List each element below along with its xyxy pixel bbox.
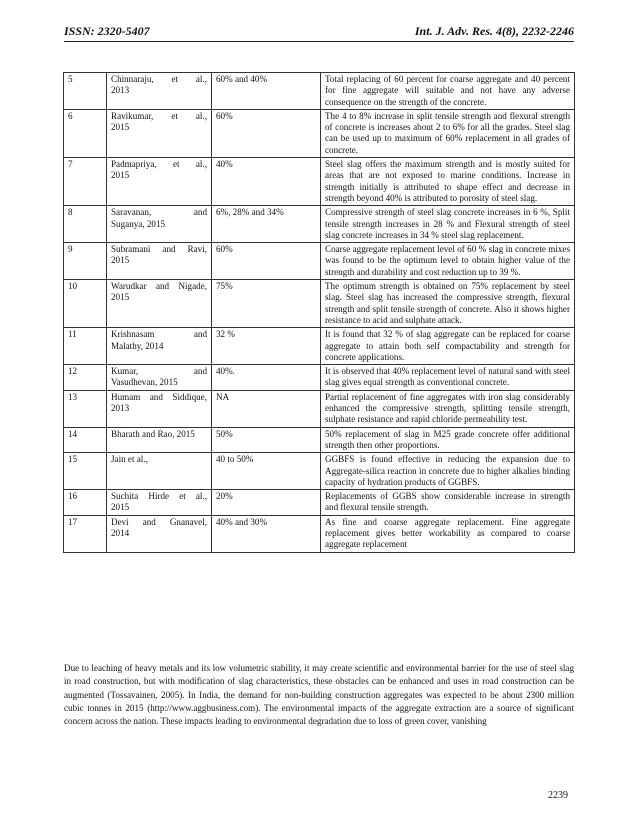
author-line-2: 2014 — [111, 527, 130, 538]
author-cell — [107, 73, 212, 110]
remarks-cell: As fine and coarse aggregate replacement. Fine aggregate replacement gives better workability as compared to coarse aggregate replacement — [321, 515, 575, 552]
author-cell — [107, 390, 212, 427]
remarks-cell: Coarse aggregate replacement level of 60 % slag in concrete mixes was found to be the optimum level to obtain higher value of the strength and durability and cost reduction up to 39 %. — [321, 243, 575, 280]
table-row — [64, 490, 575, 516]
table-row — [64, 427, 575, 453]
author-line-1: Chinnaraju, et al., — [111, 74, 207, 84]
remarks-cell: GGBFS is found effective in reducing the expansion due to Aggregate-silica reaction in concrete due to higher alkalies binding capacity of hydration products of GGBFS. — [321, 453, 575, 490]
row-number: 6 — [64, 109, 107, 157]
body-paragraph: Due to leaching of heavy metals and its low volumetric stability, it may create scientific and environmental barrier for the use of steel slag in road construction, but with modification of slag characteristics, these obstacles can be enhanced and uses in road construction can be augmented (Tossavainen, 2005). In India, the demand for non-building construction aggregates was expected to be about 2300 million cubic tonnes in 2015 (http://www.aggbusiness.com). The environmental impacts of the aggregate extraction are a source of significant concern across the nation. These impacts leading to environmental degradation due to loss of green cover, vanishing — [64, 663, 574, 727]
author-line-2: 2015 — [111, 292, 130, 303]
table-row — [64, 515, 575, 552]
author-cell — [107, 490, 212, 516]
author-line-1: Jain et al., — [111, 454, 148, 465]
author-line-2: Malathy, 2014 — [111, 340, 164, 351]
journal-citation: Int. J. Adv. Res. 4(8), 2232-2246 — [414, 24, 574, 38]
replacement-level: 50% — [212, 427, 321, 453]
row-number: 14 — [64, 427, 107, 453]
replacement-level: NA — [212, 390, 321, 427]
row-number: 11 — [64, 328, 107, 365]
replacement-level: 40%. — [212, 365, 321, 391]
author-cell — [107, 515, 212, 552]
remarks-cell: 50% replacement of slag in M25 grade concrete offer additional strength then other proportions. — [321, 427, 575, 453]
author-cell — [107, 328, 212, 365]
author-line-2: 2015 — [111, 170, 130, 181]
author-line-1: Suchita Hirde et al., — [111, 491, 207, 502]
row-number: 8 — [64, 206, 107, 243]
literature-table — [63, 72, 575, 553]
author-cell — [107, 109, 212, 157]
author-cell — [107, 365, 212, 391]
remarks-cell: Total replacing of 60 percent for coarse aggregate and 40 percent for fine aggregate will suitable and not have any adverse consequence on the strength of the concrete. — [321, 73, 575, 110]
table-row — [64, 206, 575, 243]
remarks-cell: Steel slag offers the maximum strength and is mostly suited for areas that are not exposed to marine conditions. Increase in strength initially is attributed to shape effect and decrease in strength beyond 40% is attributed to porosity of steel slag. — [321, 158, 575, 206]
author-line-2: 2015 — [111, 122, 130, 133]
author-line-1: Krishnasam and — [111, 329, 207, 340]
row-number: 9 — [64, 243, 107, 280]
remarks-cell: The 4 to 8% increase in split tensile strength and flexural strength of concrete is increases about 2 to 6% for all the grades. Steel slag can be used up to maximum of 60% replacement in all grades of concrete. — [321, 109, 575, 157]
author-cell — [107, 427, 212, 453]
table-row — [64, 73, 575, 110]
replacement-level: 32 % — [212, 328, 321, 365]
remarks-cell: The optimum strength is obtained on 75% replacement by steel slag. Steel slag has increased the compressive strength, flexural strength and split tensile strength of concrete. Also it shows higher resistance to acid and sulphate attack. — [321, 280, 575, 328]
running-header — [64, 23, 574, 42]
remarks-cell: Partial replacement of fine aggregates with iron slag considerably enhanced the compressive strength, splitting tensile strength, sulphate resistance and rapid chloride permeability test. — [321, 390, 575, 427]
remarks-cell: It is observed that 40% replacement level of natural sand with steel slag gives equal strength as conventional concrete. — [321, 365, 575, 391]
table-row — [64, 243, 575, 280]
author-cell — [107, 158, 212, 206]
row-number: 17 — [64, 515, 107, 552]
remarks-cell: Replacements of GGBS show considerable increase in strength and flexural tensile strength. — [321, 490, 575, 516]
author-cell — [107, 206, 212, 243]
author-line-1: Padmapriya, et al., — [111, 159, 207, 170]
issn-label: ISSN: 2320-5407 — [64, 24, 150, 38]
author-line-1: Saravanan, and — [111, 207, 207, 218]
remarks-cell: Compressive strength of steel slag concrete increases in 6 %, Split tensile strength increases in 28 % and Flexural strength of steel slag concrete increases in 34 % steel slag replacement. — [321, 206, 575, 243]
author-line-2: Vasudhevan, 2015 — [111, 377, 178, 388]
remarks-cell: It is found that 32 % of slag aggregate can be replaced for coarse aggregate to attain both self compactability and strength for concrete applications. — [321, 328, 575, 365]
table-row — [64, 365, 575, 391]
replacement-level: 60% — [212, 109, 321, 157]
author-cell — [107, 453, 212, 490]
author-line-1: Devi and Gnanavel, — [111, 516, 207, 527]
author-line-1: Warudkar and Nigade, — [111, 281, 207, 292]
author-line-1: Subramani and Ravi, — [111, 244, 207, 255]
row-number: 5 — [64, 73, 107, 110]
replacement-level: 40% and 30% — [212, 515, 321, 552]
row-number: 15 — [64, 453, 107, 490]
author-line-1: Bharath and Rao, 2015 — [111, 428, 195, 439]
table-row — [64, 390, 575, 427]
row-number: 13 — [64, 390, 107, 427]
replacement-level: 40% — [212, 158, 321, 206]
author-cell — [107, 280, 212, 328]
replacement-level: 60% — [212, 243, 321, 280]
replacement-level: 40 to 50% — [212, 453, 321, 490]
author-line-2: Suganya, 2015 — [111, 218, 166, 229]
author-line-1: Humam and Siddique, — [111, 391, 207, 402]
author-line-2: 2013 — [111, 403, 130, 414]
author-line-1: Kumar, and — [111, 366, 207, 377]
author-line-2: 2015 — [111, 502, 130, 513]
page-number: 2239 — [548, 790, 568, 801]
table-row — [64, 280, 575, 328]
row-number: 16 — [64, 490, 107, 516]
row-number: 7 — [64, 158, 107, 206]
replacement-level: 75% — [212, 280, 321, 328]
row-number: 12 — [64, 365, 107, 391]
author-line-2: 2013 — [111, 85, 130, 96]
replacement-level: 60% and 40% — [212, 73, 321, 110]
row-number: 10 — [64, 280, 107, 328]
table-row — [64, 158, 575, 206]
author-line-1: Ravikumar, et al., — [111, 110, 207, 121]
table-row — [64, 453, 575, 490]
replacement-level: 6%, 28% and 34% — [212, 206, 321, 243]
author-cell — [107, 243, 212, 280]
author-line-2: 2015 — [111, 255, 130, 266]
replacement-level: 20% — [212, 490, 321, 516]
table-row — [64, 328, 575, 365]
table-row — [64, 109, 575, 157]
